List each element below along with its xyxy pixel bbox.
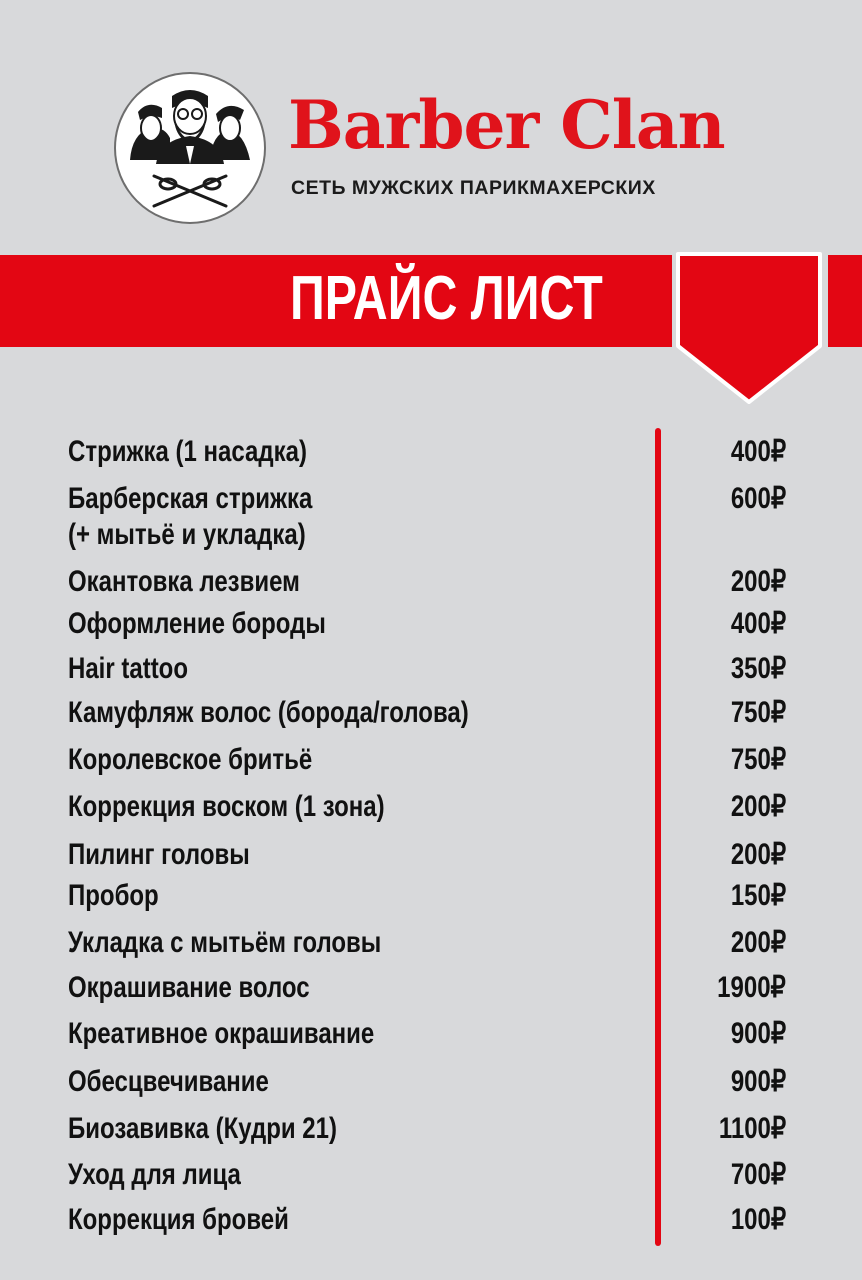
service-price: 700₽ <box>730 1158 786 1191</box>
column-divider <box>655 428 661 1246</box>
service-price: 750₽ <box>730 696 786 729</box>
service-name: Окантовка лезвием <box>68 565 300 598</box>
service-price: 350₽ <box>730 652 786 685</box>
service-price: 1100₽ <box>718 1112 786 1145</box>
service-price: 600₽ <box>730 482 786 515</box>
service-name: Коррекция бровей <box>68 1203 289 1236</box>
service-name-note: (+ мытьё и укладка) <box>68 518 306 551</box>
service-name: Hair tattoo <box>68 652 188 685</box>
service-price: 200₽ <box>730 926 786 959</box>
service-name: Уход для лица <box>68 1158 241 1191</box>
service-name: Пилинг головы <box>68 838 250 871</box>
price-list-title: ПРАЙС ЛИСТ <box>290 264 603 333</box>
barbers-scissors-logo-icon <box>116 74 264 222</box>
service-price: 200₽ <box>730 790 786 823</box>
service-name: Укладка с мытьём головы <box>68 926 382 959</box>
service-name: Королевское бритьё <box>68 743 313 776</box>
service-name: Камуфляж волос (борода/голова) <box>68 696 469 729</box>
service-price: 200₽ <box>730 565 786 598</box>
service-name: Коррекция воском (1 зона) <box>68 790 385 823</box>
brand-logo <box>114 72 266 224</box>
service-price: 200₽ <box>730 838 786 871</box>
brand-title: Barber Clan <box>288 86 725 164</box>
service-name: Барберская стрижка <box>68 482 313 515</box>
service-name: Биозавивка (Кудри 21) <box>68 1112 337 1145</box>
service-price: 900₽ <box>730 1065 786 1098</box>
banner-arrow-icon <box>672 248 826 410</box>
service-price: 150₽ <box>730 879 786 912</box>
service-name: Стрижка (1 насадка) <box>68 435 307 468</box>
service-name: Креативное окрашивание <box>68 1017 375 1050</box>
service-price: 100₽ <box>730 1203 786 1236</box>
brand-subtitle: СЕТЬ МУЖСКИХ ПАРИКМАХЕРСКИХ <box>291 177 656 199</box>
service-price: 400₽ <box>730 607 786 640</box>
service-name: Окрашивание волос <box>68 971 310 1004</box>
service-price: 1900₽ <box>717 971 786 1004</box>
service-price: 900₽ <box>730 1017 786 1050</box>
service-price: 750₽ <box>730 743 786 776</box>
service-name: Оформление бороды <box>68 607 326 640</box>
service-name: Обесцвечивание <box>68 1065 269 1098</box>
service-name: Пробор <box>68 879 159 912</box>
service-price: 400₽ <box>730 435 786 468</box>
banner-bar-end <box>828 255 862 347</box>
